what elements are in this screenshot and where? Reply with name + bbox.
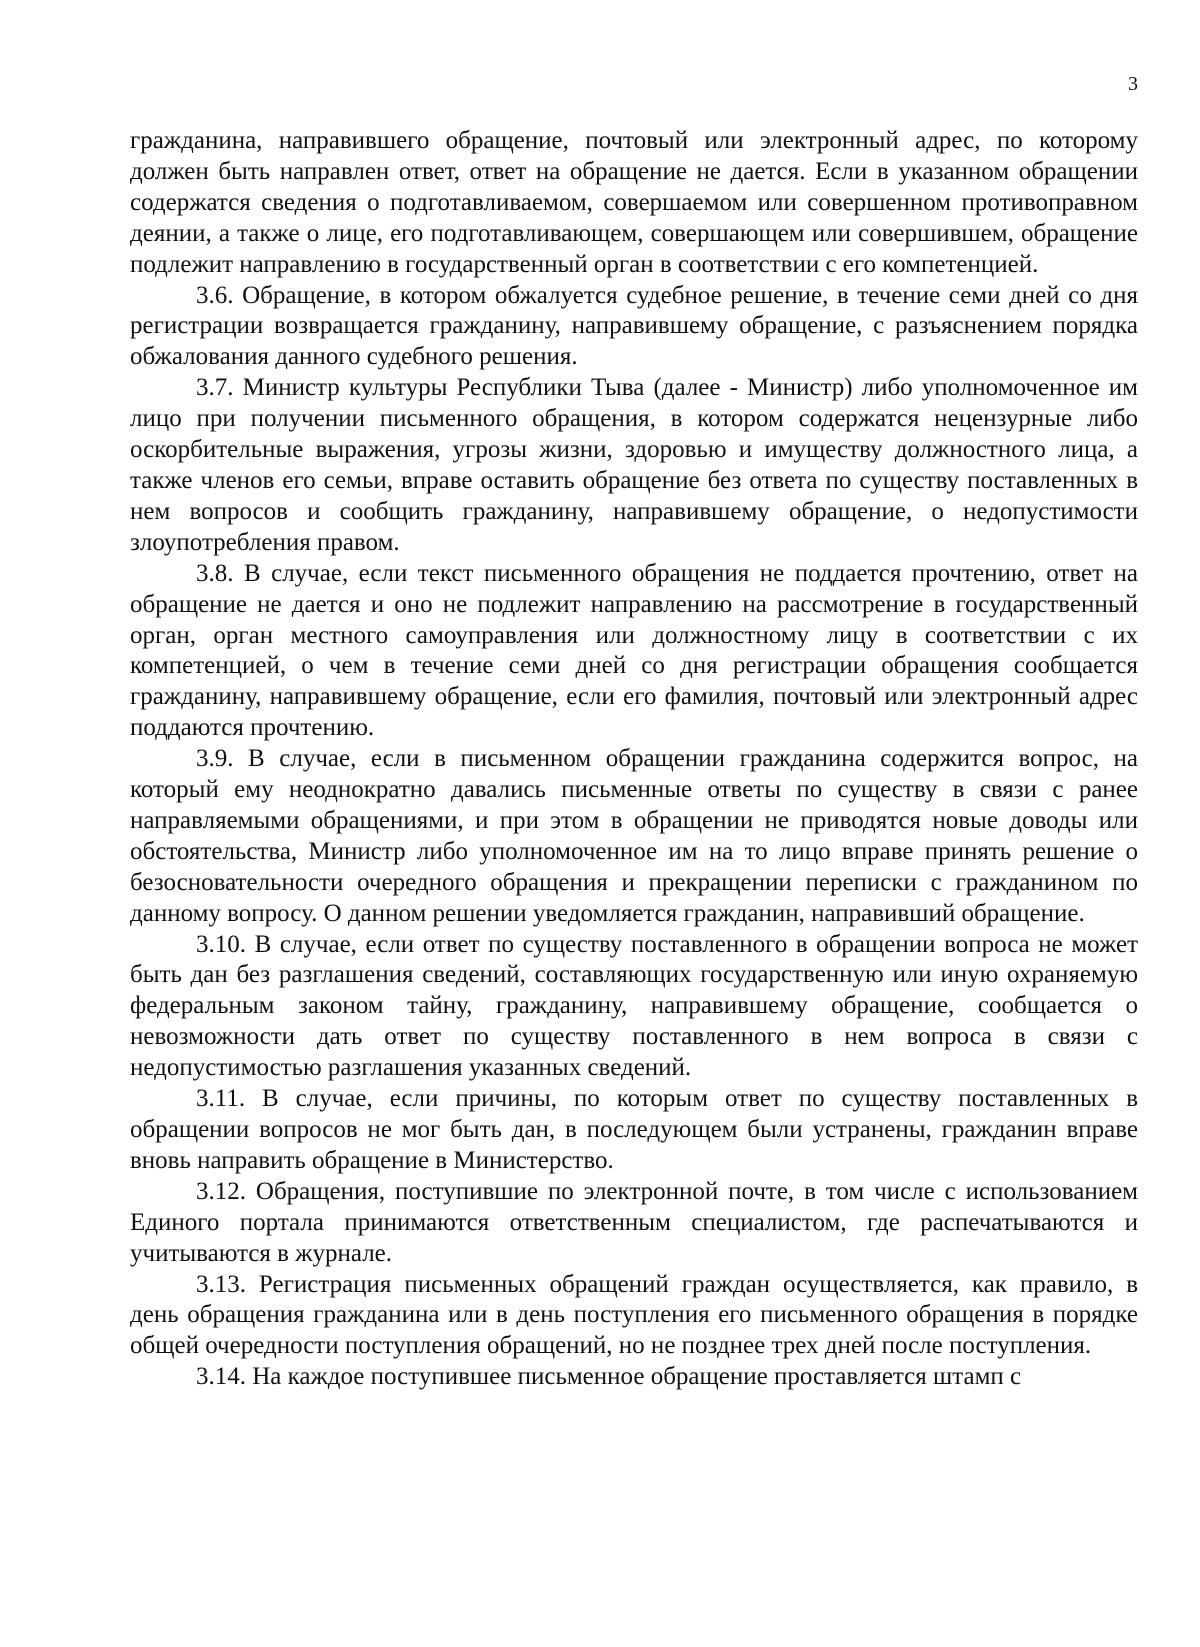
body-text	[130, 126, 1138, 1393]
paragraph-3-13: 3.13. Регистрация письменных обращений граждан осуществляется, как правило, в день обращения гражданина или в день поступления его письменного обращения в порядке общей очередности поступления обращений, но не позднее трех дней после поступления.	[130, 1270, 1138, 1360]
paragraph-3-12: 3.12. Обращения, поступившие по электронной почте, в том числе с использованием Единого портала принимаются ответственным специалистом, где распечатываются и учитываются в журнале.	[130, 1177, 1138, 1267]
paragraph-3-6: 3.6. Обращение, в котором обжалуется судебное решение, в течение семи дней со дня регистрации возвращается гражданину, направившему обращение, с разъяснением порядка обжалования данного судебного решения.	[130, 281, 1138, 371]
paragraph-3-7: 3.7. Министр культуры Республики Тыва (далее - Министр) либо уполномоченное им лицо при получении письменного обращения, в котором содержатся нецензурные либо оскорбительные выражения, угрозы жизни, здоровью и имуществу должностного лица, а также членов его семьи, вправе оставить обращение без ответа по существу поставленных в нем вопросов и сообщить гражданину, направившему обращение, о недопустимости злоупотребления правом.	[130, 374, 1138, 556]
paragraph-3-10: 3.10. В случае, если ответ по существу поставленного в обращении вопроса не может быть дан без разглашения сведений, составляющих государственную или иную охраняемую федеральным законом тайну, гражданину, направившему обращение, сообщается о невозможности дать ответ по существу поставленного в нем вопроса в связи с недопустимостью разглашения указанных сведений.	[130, 930, 1138, 1082]
paragraph-3-5-continuation: гражданина, направившего обращение, почтовый или электронный адрес, по которому должен быть направлен ответ, ответ на обращение не дается. Если в указанном обращении содержатся сведения о подготавливаемом, совершаемом или совершенном противоправном деянии, а также о лице, его подготавливающем, совершающем или совершившем, обращение подлежит направлению в государственный орган в соответствии с его компетенцией.	[130, 127, 1138, 278]
paragraph-3-9: 3.9. В случае, если в письменном обращении гражданина содержится вопрос, на который ему неоднократно давались письменные ответы по существу в связи с ранее направляемыми обращениями, и при этом в обращении не приводятся новые доводы или обстоятельства, Министр либо уполномоченное им на то лицо вправе принять решение о безосновательности очередного обращения и прекращении переписки с гражданином по данному вопросу. О данном решении уведомляется гражданин, направивший обращение.	[130, 745, 1138, 927]
paragraph-3-14: 3.14. На каждое поступившее письменное обращение проставляется штамп с	[196, 1363, 1022, 1391]
paragraph-3-11: 3.11. В случае, если причины, по которым ответ по существу поставленных в обращении вопросов не мог быть дан, в последующем были устранены, гражданин вправе вновь направить обращение в Министерство.	[130, 1085, 1138, 1174]
paragraph-3-8: 3.8. В случае, если текст письменного обращения не поддается прочтению, ответ на обращение не дается и оно не подлежит направлению на рассмотрение в государственный орган, орган местного самоуправления или должностному лицу в соответствии с их компетенцией, о чем в течение семи дней со дня регистрации обращения сообщается гражданину, направившему обращение, если его фамилия, почтовый или электронный адрес поддаются прочтению.	[130, 559, 1138, 742]
page-number: 3	[1128, 73, 1138, 95]
